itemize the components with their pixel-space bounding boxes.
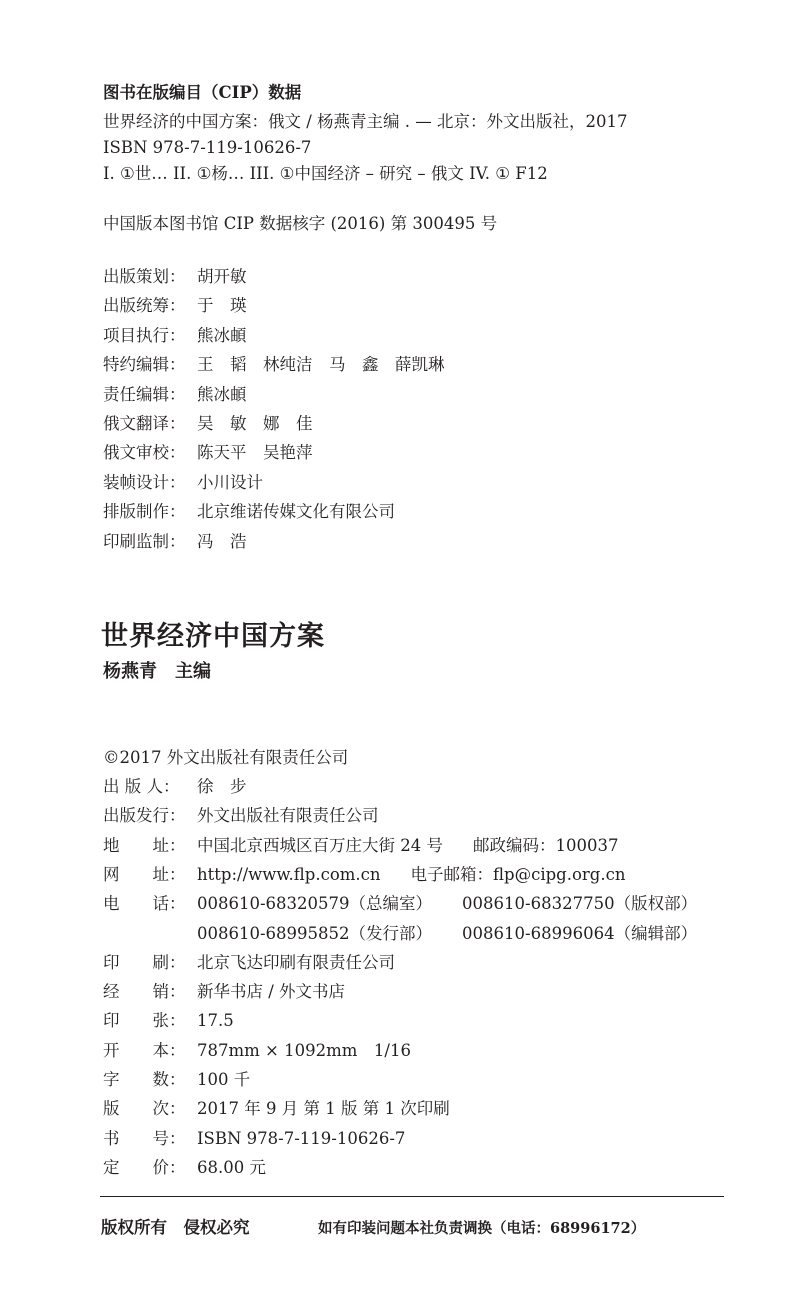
cip-heading: 图书在版编目（CIP）数据 [103, 83, 302, 102]
publication-row [103, 923, 697, 945]
cip-line-1: 世界经济的中国方案：俄文 / 杨燕青主编 . — 北京：外文出版社，2017 [103, 112, 628, 131]
publication-value: 100 千 [197, 1070, 251, 1089]
publication-row [103, 981, 345, 1003]
publication-value: 008610-68320579（总编室） [197, 894, 433, 913]
publication-label: 字 数： [103, 1070, 186, 1089]
credit-row [103, 442, 313, 464]
publication-label: 经 销： [103, 982, 186, 1001]
credit-value: 于 瑛 [197, 296, 247, 315]
divider-rule [100, 1196, 724, 1197]
publication-row [103, 776, 247, 798]
publication-extra-value: 邮政编码：100037 [473, 836, 619, 855]
cip-line-3: I. ①世… II. ①杨… III. ①中国经济 – 研究 – 俄文 IV. ① F12 [103, 164, 548, 183]
publication-row [103, 1069, 250, 1091]
credit-value: 小川设计 [197, 473, 263, 492]
publication-label: 电 话： [103, 894, 186, 913]
credit-row [103, 472, 263, 494]
credit-row [103, 295, 247, 317]
credit-label: 出版统筹： [103, 296, 186, 315]
credit-label: 排版制作： [103, 502, 186, 521]
publication-value: http://www.flp.com.cn [197, 865, 381, 884]
publication-extra-value: 电子邮箱：flp@cipg.org.cn [410, 865, 626, 884]
publication-value: ISBN 978-7-119-10626-7 [197, 1129, 406, 1148]
cip-verification-number: 中国版本图书馆 CIP 数据核字 (2016) 第 300495 号 [103, 214, 498, 233]
publication-value: 徐 步 [197, 777, 247, 796]
credit-label: 责任编辑： [103, 385, 186, 404]
publication-value: 中国北京西城区百万庄大街 24 号 [197, 836, 443, 855]
publication-value: 2017 年 9 月 第 1 版 第 1 次印刷 [197, 1099, 450, 1118]
credit-label: 出版策划： [103, 267, 186, 286]
publication-row [103, 1098, 450, 1120]
publication-label: 印 张： [103, 1011, 186, 1030]
credit-row [103, 531, 247, 553]
publication-value: 787mm × 1092mm 1/16 [197, 1041, 411, 1060]
print-defect-notice: 如有印装问题本社负责调换（电话：68996172） [318, 1220, 646, 1237]
copyright-line: ©2017 外文出版社有限责任公司 [103, 748, 349, 767]
credit-value: 冯 浩 [197, 532, 247, 551]
publication-row [103, 1128, 405, 1150]
publication-value: 68.00 元 [197, 1158, 266, 1177]
credit-label: 俄文审校： [103, 443, 186, 462]
publication-row [103, 805, 379, 827]
credit-value: 陈天平 吴艳萍 [197, 443, 313, 462]
publication-row [103, 893, 697, 915]
credit-row [103, 266, 247, 288]
publication-row [103, 1010, 234, 1032]
publication-value: 17.5 [197, 1011, 234, 1030]
publication-row [103, 835, 619, 857]
credit-label: 俄文翻译： [103, 414, 186, 433]
credit-value: 胡开敏 [197, 267, 247, 286]
credit-row [103, 501, 395, 523]
publication-value: 新华书店 / 外文书店 [197, 982, 346, 1001]
publication-label: 版 次： [103, 1099, 186, 1118]
publication-value: 008610-68995852（发行部） [197, 924, 433, 943]
publication-value: 北京飞达印刷有限责任公司 [197, 953, 395, 972]
publication-label: 定 价： [103, 1158, 186, 1177]
publication-extra-value: 008610-68327750（版权部） [462, 894, 698, 913]
credit-value: 熊冰頔 [197, 326, 247, 345]
book-editor: 杨燕青 主编 [103, 661, 211, 682]
credit-label: 特约编辑： [103, 355, 186, 374]
publication-extra-value: 008610-68996064（编辑部） [462, 924, 698, 943]
publication-label: 网 址： [103, 865, 186, 884]
credit-value: 王 韬 林纯洁 马 鑫 薛凯琳 [197, 355, 445, 374]
credit-label: 装帧设计： [103, 473, 186, 492]
publication-value: 外文出版社有限责任公司 [197, 806, 379, 825]
publication-label: 地 址： [103, 836, 186, 855]
credit-label: 项目执行： [103, 326, 186, 345]
publication-label: 书 号： [103, 1129, 186, 1148]
credit-row [103, 384, 247, 406]
publication-label: 开 本： [103, 1041, 186, 1060]
publication-label: 印 刷： [103, 953, 186, 972]
cip-line-2: ISBN 978-7-119-10626-7 [103, 138, 312, 157]
credit-label: 印刷监制： [103, 532, 186, 551]
publication-row [103, 1157, 266, 1179]
publication-row [103, 864, 625, 886]
credit-value: 北京维诺传媒文化有限公司 [197, 502, 395, 521]
credit-row [103, 413, 313, 435]
publication-label: 出 版 人： [103, 777, 180, 796]
credit-row [103, 354, 445, 376]
rights-reserved-text: 版权所有 侵权必究 [101, 1218, 250, 1237]
credit-value: 熊冰頔 [197, 385, 247, 404]
publication-label: 出版发行： [103, 806, 186, 825]
credit-value: 吴 敏 娜 佳 [197, 414, 313, 433]
credit-row [103, 325, 247, 347]
book-title: 世界经济中国方案 [101, 621, 325, 652]
publication-row [103, 1040, 411, 1062]
publication-row [103, 952, 395, 974]
